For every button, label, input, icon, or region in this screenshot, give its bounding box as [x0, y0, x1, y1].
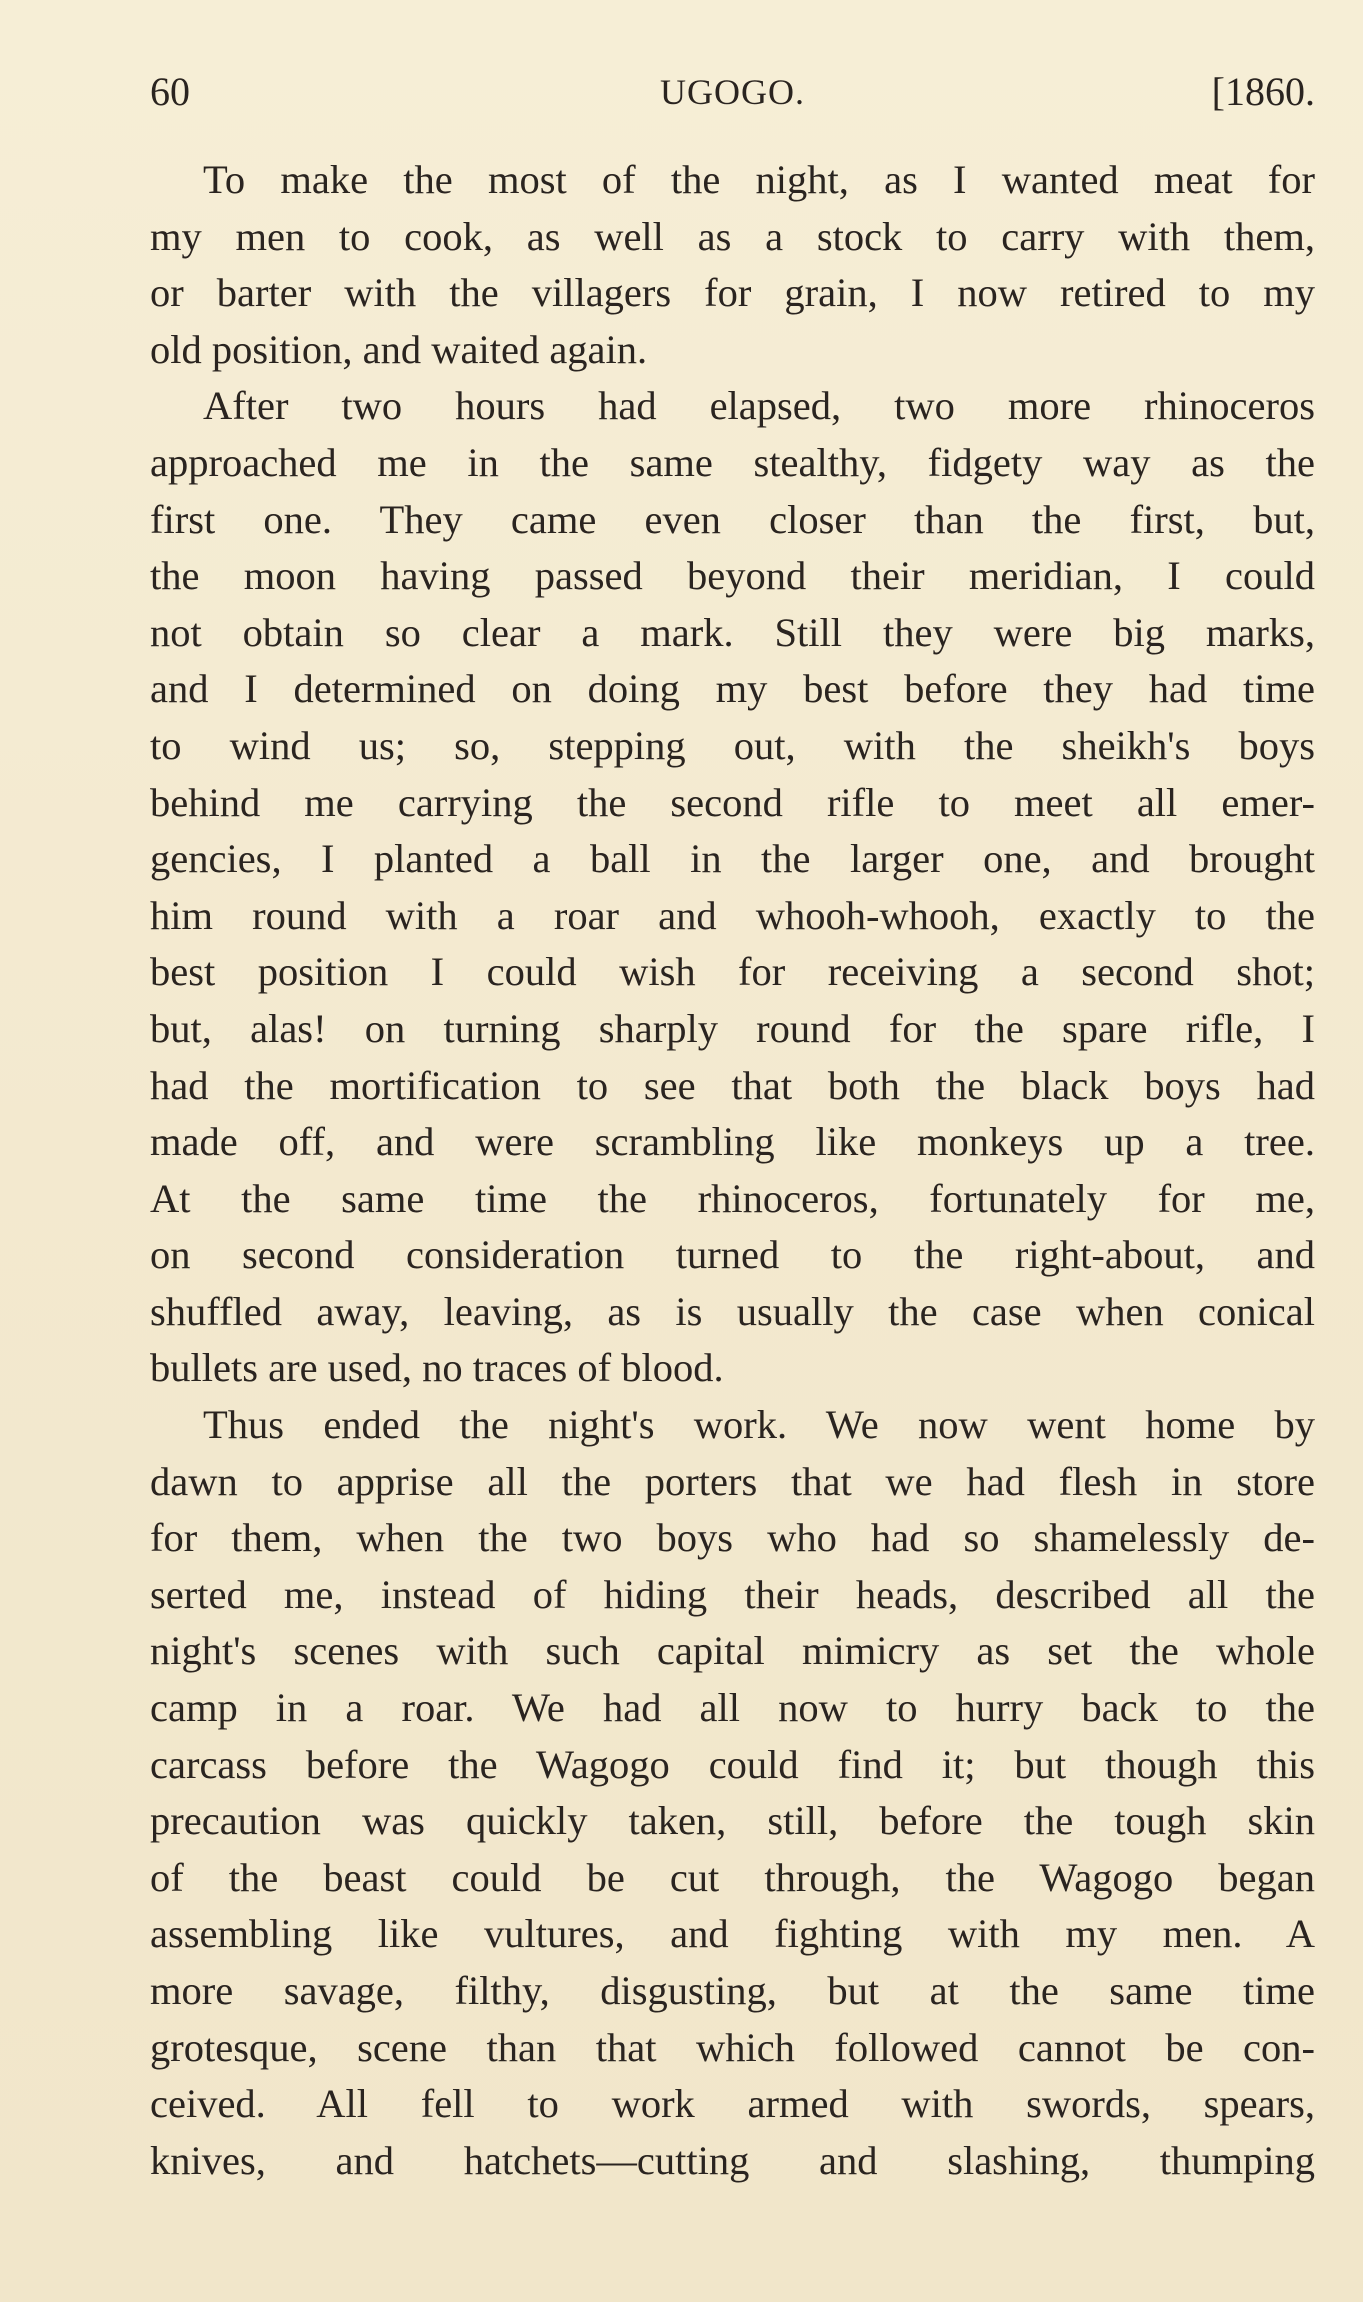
text-line: To make the most of the night, as I wanted meat for [203, 157, 1315, 202]
text-line: dawn to apprise all the porters that we had flesh in store [150, 1458, 1315, 1504]
paragraph [150, 378, 1315, 1397]
text-line: had the mortification to see that both the black boys had [150, 1062, 1315, 1108]
text-line: approached me in the same stealthy, fidgety way as the [150, 439, 1315, 485]
text-line: to wind us; so, stepping out, with the sheikh's boys [150, 722, 1315, 768]
text-line: or barter with the villagers for grain, I now retired to my [150, 270, 1315, 316]
text-line: him round with a roar and whooh-whooh, exactly to the [150, 892, 1315, 938]
text-line: my men to cook, as well as a stock to carry with them, [150, 213, 1315, 259]
text-line: first one. They came even closer than the first, but, [150, 496, 1315, 542]
text-line: but, alas! on turning sharply round for the spare rifle, I [150, 1005, 1315, 1051]
text-line: on second consideration turned to the right-about, and [150, 1232, 1315, 1278]
text-line: knives, and hatchets—cutting and slashing, thumping [150, 2137, 1315, 2183]
text-line: camp in a roar. We had all now to hurry back to the [150, 1685, 1315, 1731]
text-line: of the beast could be cut through, the Wagogo began [150, 1854, 1315, 1900]
text-line: precaution was quickly taken, still, before the tough skin [150, 1798, 1315, 1844]
text-line: best position I could wish for receiving a second shot; [150, 949, 1315, 995]
text-line: After two hours had elapsed, two more rhinoceros [203, 383, 1315, 429]
text-line: and I determined on doing my best before they had time [150, 666, 1315, 712]
text-line: for them, when the two boys who had so shamelessly de- [150, 1515, 1315, 1561]
text-line: carcass before the Wagogo could find it; but though this [150, 1741, 1315, 1787]
text-line: behind me carrying the second rifle to meet all emer- [150, 779, 1315, 825]
page-number: 60 [150, 69, 190, 114]
text-line: grotesque, scene than that which followed cannot be con- [150, 2024, 1315, 2070]
text-line: more savage, filthy, disgusting, but at the same time [150, 1968, 1315, 2013]
text-line: not obtain so clear a mark. Still they were big marks, [150, 609, 1315, 655]
running-title: UGOGO. [660, 72, 805, 112]
text-line: At the same time the rhinoceros, fortunately for me, [150, 1175, 1315, 1221]
running-head [150, 62, 1315, 122]
text-line: shuffled away, leaving, as is usually the case when conical [150, 1288, 1315, 1334]
paragraph [150, 1397, 1315, 2189]
text-line: gencies, I planted a ball in the larger one, and brought [150, 836, 1315, 882]
text-line: Thus ended the night's work. We now went home by [203, 1402, 1315, 1448]
text-line: the moon having passed beyond their meridian, I could [150, 553, 1315, 599]
text-line: bullets are used, no traces of blood. [150, 1345, 724, 1391]
text-line: serted me, instead of hiding their heads, described all the [150, 1571, 1315, 1617]
text-line: ceived. All fell to work armed with swords, spears, [150, 2081, 1315, 2127]
text-line: made off, and were scrambling like monkeys up a tree. [150, 1119, 1315, 1165]
text-line: old position, and waited again. [150, 326, 648, 372]
body-text [150, 152, 1315, 2189]
running-year: [1860. [1211, 69, 1315, 114]
text-line: night's scenes with such capital mimicry as set the whole [150, 1628, 1315, 1674]
paragraph [150, 152, 1315, 378]
text-line: assembling like vultures, and fighting with my men. A [150, 1911, 1315, 1957]
